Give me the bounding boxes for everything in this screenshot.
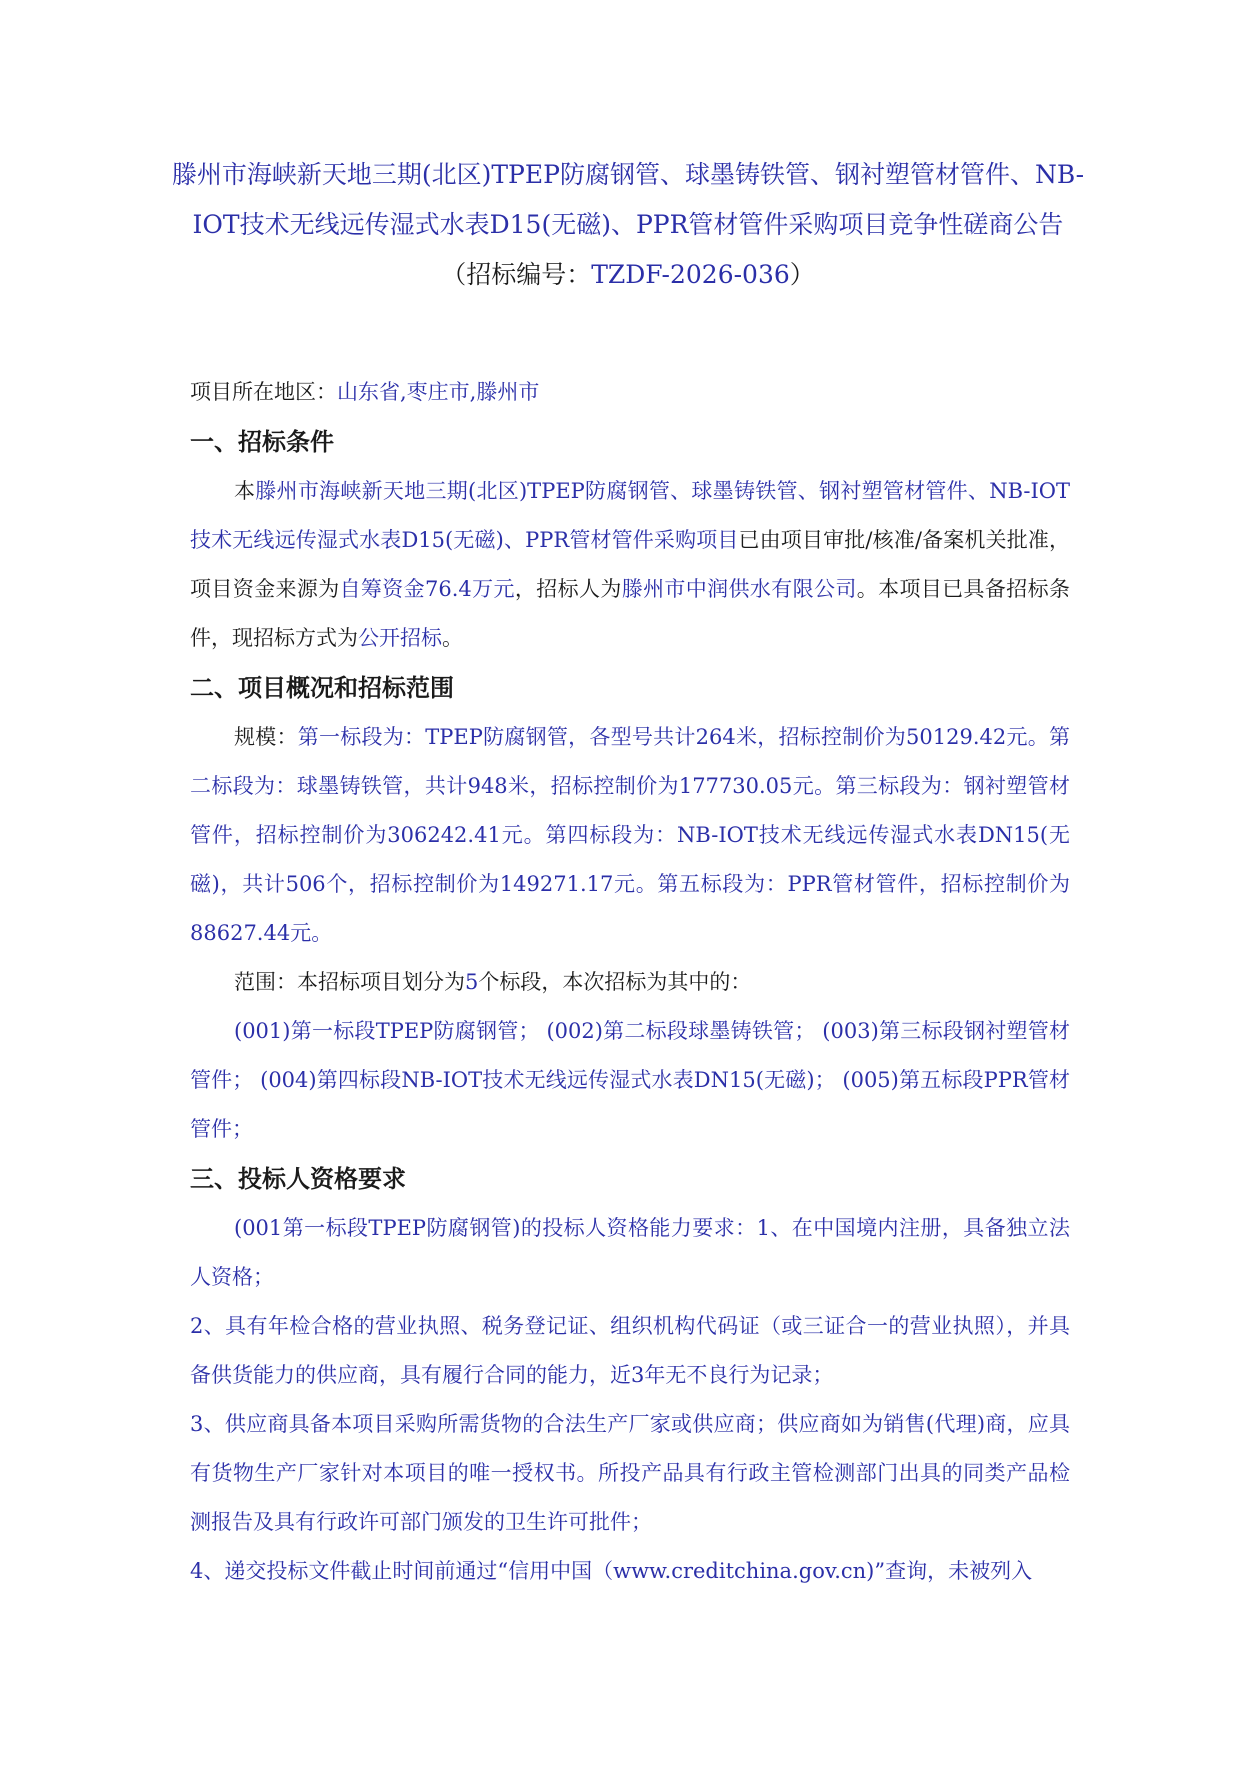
qualification-req-3: 3、供应商具备本项目采购所需货物的合法生产厂家或供应商；供应商如为销售(代理)商，应具有货物生产厂家针对本项目的唯一授权书。所投产品具有行政主管检测部门出具的同类产品检测报告及具有行政许可部门颁发的卫生许可批件； — [190, 1412, 1070, 1534]
announcement-body — [190, 368, 1070, 1596]
region-label: 项目所在地区： — [190, 380, 337, 404]
scale-paragraph — [190, 713, 1070, 958]
region-value: 山东省,枣庄市,滕州市 — [337, 380, 540, 404]
qualification-req-4: 4、递交投标文件截止时间前通过“信用中国（www.creditchina.gov.cn)”查询，未被列入 — [190, 1559, 1033, 1583]
section-heading-bidder-qualifications: 三、投标人资格要求 — [190, 1165, 406, 1193]
lots-list: (001)第一标段TPEP防腐钢管； (002)第二标段球墨铸铁管； (003)第三标段钢衬塑管材管件； (004)第四标段NB-IOT技术无线远传湿式水表DN15(无磁)； (005)第五标段PPR管材管件； — [190, 1019, 1070, 1141]
fund-source: 自筹资金76.4万元 — [339, 577, 515, 601]
project-region — [190, 368, 1070, 417]
tenderer-name: 滕州市中润供水有限公司 — [621, 577, 857, 601]
lot-reference: (001第一标段TPEP防腐钢管) — [234, 1216, 521, 1240]
tender-number — [150, 250, 1106, 300]
qualification-req-1: (001第一标段TPEP防腐钢管)的投标人资格能力要求：1、在中国境内注册，具备独立法人资格； — [190, 1216, 1070, 1289]
section-heading-overview-scope: 二、项目概况和招标范围 — [190, 674, 454, 702]
project-name: 滕州市海峡新天地三期(北区)TPEP防腐钢管、球墨铸铁管、钢衬塑管材管件、NB-IOT技术无线远传湿式水表D15(无磁)、PPR管材管件采购项目 — [190, 479, 1071, 552]
qualification-req-2: 2、具有年检合格的营业执照、税务登记证、组织机构代码证（或三证合一的营业执照），并具备供货能力的供应商，具有履行合同的能力，近3年无不良行为记录； — [190, 1314, 1070, 1387]
announcement-title — [150, 150, 1106, 300]
scale-text: 第一标段为：TPEP防腐钢管，各型号共计264米，招标控制价为50129.42元。第二标段为：球墨铸铁管，共计948米，招标控制价为177730.05元。第三标段为：钢衬塑管材管件，招标控制价为306242.41元。第四标段为：NB-IOT技术无线远传湿式水表DN15(无磁)，共计506个，招标控制价为149271.17元。第五标段为：PPR管材管件，招标控制价为88627.44元。 — [190, 725, 1070, 945]
tender-method: 公开招标 — [358, 626, 442, 650]
tender-conditions-paragraph: 本滕州市海峡新天地三期(北区)TPEP防腐钢管、球墨铸铁管、钢衬塑管材管件、NB-IOT技术无线远传湿式水表D15(无磁)、PPR管材管件采购项目已由项目审批/核准/备案机关批准，项目资金来源为自筹资金76.4万元，招标人为滕州市中润供水有限公司。本项目已具备招标条件，现招标方式为公开招标。 — [190, 479, 1071, 650]
title-line-1: 滕州市海峡新天地三期(北区)TPEP防腐钢管、球墨铸铁管、钢衬塑管材管件、NB- — [171, 160, 1085, 189]
scale-label: 规模： — [234, 725, 298, 749]
title-line-2: IOT技术无线远传湿式水表D15(无磁)、PPR管材管件采购项目竞争性磋商公告 — [192, 210, 1064, 239]
tender-number-open: （招标编号： — [441, 260, 592, 289]
section-heading-tender-conditions: 一、招标条件 — [190, 428, 334, 456]
lot-count: 5 — [465, 970, 479, 994]
scope-paragraph: 范围：本招标项目划分为5个标段，本次招标为其中的： — [234, 970, 752, 994]
tender-number-close: ） — [789, 260, 815, 289]
tender-number-value: TZDF-2026-036 — [591, 260, 790, 289]
